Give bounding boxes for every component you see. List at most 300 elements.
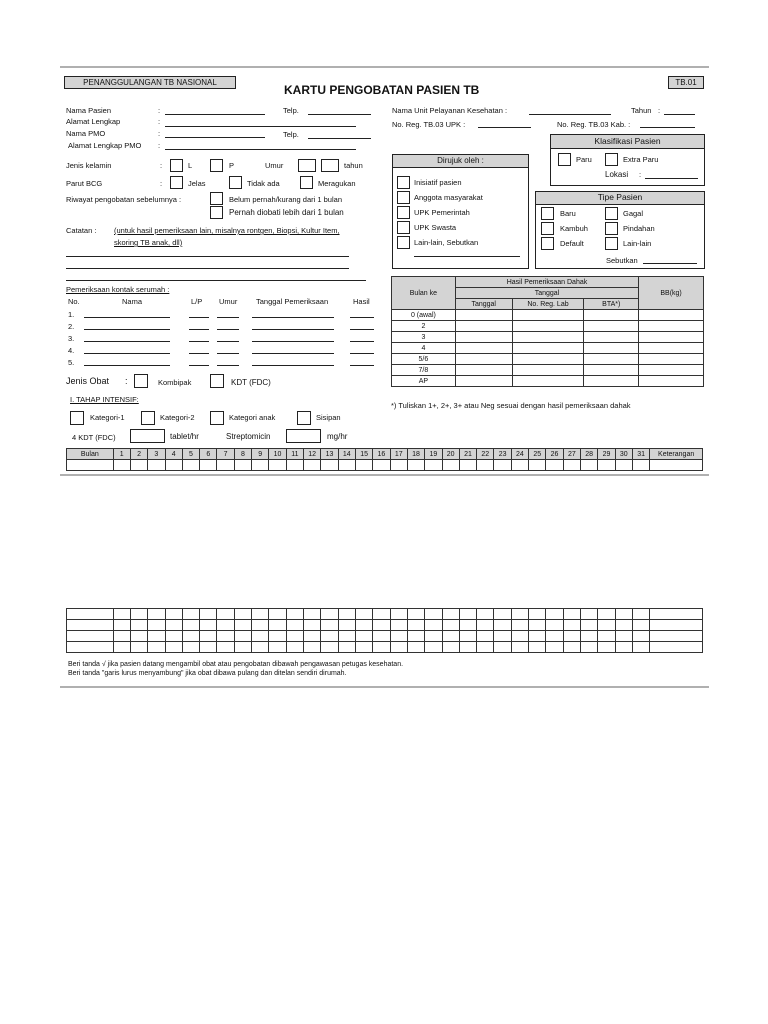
- day-cell[interactable]: [632, 609, 649, 620]
- day-cell[interactable]: [650, 460, 703, 471]
- day-cell[interactable]: [200, 642, 217, 653]
- sputum-cell[interactable]: [455, 354, 512, 365]
- day-cell[interactable]: [425, 631, 442, 642]
- day-cell[interactable]: [234, 642, 251, 653]
- day-cell[interactable]: [598, 609, 615, 620]
- day-cell[interactable]: [407, 642, 424, 653]
- day-header: 5: [182, 449, 199, 460]
- day-cell[interactable]: [338, 609, 355, 620]
- sputum-cell[interactable]: [512, 321, 584, 332]
- kontak-entry-line[interactable]: [217, 329, 239, 330]
- bottom-note-1: Beri tanda √ jika pasien datang mengambil obat atau pengobatan dibawah pengawasan petugas kesehatan.: [68, 661, 404, 668]
- day-cell[interactable]: [182, 631, 199, 642]
- day-cell[interactable]: [165, 460, 182, 471]
- day-cell[interactable]: [252, 620, 269, 631]
- sputum-cell[interactable]: [584, 354, 639, 365]
- sputum-cell[interactable]: [512, 354, 584, 365]
- label-kambuh: Kambuh: [560, 224, 588, 233]
- day-cell[interactable]: [650, 620, 703, 631]
- day-cell[interactable]: [113, 460, 130, 471]
- day-cell[interactable]: [304, 620, 321, 631]
- label-kombipak: Kombipak: [158, 378, 192, 387]
- day-cell[interactable]: [563, 609, 580, 620]
- day-cell[interactable]: [581, 642, 598, 653]
- sputum-cell[interactable]: [639, 310, 704, 321]
- day-cell[interactable]: [407, 609, 424, 620]
- checkbox-l[interactable]: [170, 159, 183, 172]
- kontak-entry-line[interactable]: [84, 341, 170, 342]
- day-cell[interactable]: [304, 460, 321, 471]
- day-cell[interactable]: [304, 631, 321, 642]
- day-cell[interactable]: [269, 460, 286, 471]
- sputum-cell[interactable]: [512, 343, 584, 354]
- sputum-cell[interactable]: [512, 376, 584, 387]
- day-cell[interactable]: [234, 609, 251, 620]
- day-cell[interactable]: [494, 642, 511, 653]
- day-cell[interactable]: [217, 642, 234, 653]
- checkbox-gagal[interactable]: [605, 207, 618, 220]
- day-cell[interactable]: [200, 460, 217, 471]
- day-cell[interactable]: [494, 460, 511, 471]
- checkbox-baru[interactable]: [541, 207, 554, 220]
- checkbox-kategori-anak[interactable]: [210, 411, 224, 425]
- checkbox-pindahan[interactable]: [605, 222, 618, 235]
- day-cell[interactable]: [130, 631, 147, 642]
- lokasi-field[interactable]: [645, 178, 698, 179]
- day-cell[interactable]: [546, 609, 563, 620]
- checkbox-upk-pemerintah[interactable]: [397, 206, 410, 219]
- day-row: [67, 620, 703, 631]
- sputum-cell[interactable]: [584, 321, 639, 332]
- day-cell[interactable]: [269, 631, 286, 642]
- sputum-cell[interactable]: [455, 321, 512, 332]
- day-cell[interactable]: [425, 642, 442, 653]
- day-cell[interactable]: [286, 631, 303, 642]
- day-cell[interactable]: [148, 460, 165, 471]
- day-cell[interactable]: [511, 620, 528, 631]
- day-cell[interactable]: [442, 620, 459, 631]
- day-cell[interactable]: [407, 460, 424, 471]
- day-cell[interactable]: [269, 620, 286, 631]
- day-cell[interactable]: [546, 631, 563, 642]
- sputum-cell[interactable]: [512, 310, 584, 321]
- day-cell[interactable]: [529, 460, 546, 471]
- kontak-entry-line[interactable]: [189, 329, 209, 330]
- day-cell[interactable]: [529, 631, 546, 642]
- day-cell[interactable]: [477, 631, 494, 642]
- kontak-row-number: 5.: [68, 358, 75, 367]
- sputum-cell[interactable]: [455, 332, 512, 343]
- day-cell[interactable]: [286, 609, 303, 620]
- sputum-cell[interactable]: [455, 310, 512, 321]
- day-cell[interactable]: [200, 631, 217, 642]
- day-cell[interactable]: [182, 620, 199, 631]
- catatan-note-2: skoring TB anak, dll): [114, 238, 183, 247]
- day-cell[interactable]: [200, 620, 217, 631]
- day-cell[interactable]: [598, 620, 615, 631]
- day-cell[interactable]: [113, 609, 130, 620]
- catatan-line-2[interactable]: [66, 268, 349, 269]
- checkbox-kambuh[interactable]: [541, 222, 554, 235]
- day-cell[interactable]: [581, 609, 598, 620]
- day-cell[interactable]: [494, 631, 511, 642]
- kontak-entry-line[interactable]: [84, 317, 170, 318]
- day-cell[interactable]: [373, 631, 390, 642]
- day-header: 15: [355, 449, 372, 460]
- day-cell[interactable]: [425, 460, 442, 471]
- day-cell[interactable]: [529, 642, 546, 653]
- colon: :: [158, 129, 161, 138]
- day-cell[interactable]: [286, 642, 303, 653]
- day-cell[interactable]: [304, 642, 321, 653]
- day-cell[interactable]: [130, 460, 147, 471]
- day-cell[interactable]: [338, 642, 355, 653]
- kontak-entry-line[interactable]: [252, 365, 334, 366]
- label-tablet: tablet/hr: [170, 432, 199, 441]
- kontak-entry-line[interactable]: [252, 353, 334, 354]
- day-cell[interactable]: [182, 609, 199, 620]
- day-cell[interactable]: [511, 609, 528, 620]
- alamat-pmo-field[interactable]: [165, 149, 356, 150]
- day-cell[interactable]: [67, 460, 114, 471]
- sputum-cell[interactable]: [455, 343, 512, 354]
- day-cell[interactable]: [425, 609, 442, 620]
- day-cell[interactable]: [304, 609, 321, 620]
- checkbox-upk-swasta[interactable]: [397, 221, 410, 234]
- day-cell[interactable]: [459, 460, 476, 471]
- telp-pmo-field[interactable]: [308, 138, 371, 139]
- day-cell[interactable]: [407, 620, 424, 631]
- day-cell[interactable]: [217, 631, 234, 642]
- streptomicin-input[interactable]: [286, 429, 321, 443]
- sputum-month: 7/8: [392, 365, 456, 376]
- day-cell[interactable]: [546, 642, 563, 653]
- checkbox-pernah[interactable]: [210, 206, 223, 219]
- day-cell[interactable]: [338, 631, 355, 642]
- colon: :: [658, 106, 661, 115]
- checkbox-default[interactable]: [541, 237, 554, 250]
- day-cell[interactable]: [182, 642, 199, 653]
- day-cell[interactable]: [650, 609, 703, 620]
- label-telp: Telp.: [283, 106, 299, 115]
- sputum-cell[interactable]: [584, 343, 639, 354]
- day-cell[interactable]: [373, 460, 390, 471]
- day-cell[interactable]: [632, 631, 649, 642]
- day-cell[interactable]: [511, 642, 528, 653]
- checkbox-anggota-masyarakat[interactable]: [397, 191, 410, 204]
- day-cell[interactable]: [373, 620, 390, 631]
- day-cell[interactable]: [130, 609, 147, 620]
- day-cell[interactable]: [148, 609, 165, 620]
- kontak-header-umur: Umur: [219, 297, 238, 306]
- day-cell[interactable]: [252, 642, 269, 653]
- day-cell[interactable]: [477, 620, 494, 631]
- checkbox-p[interactable]: [210, 159, 223, 172]
- label-umur: Umur: [265, 161, 284, 170]
- day-cell[interactable]: [442, 631, 459, 642]
- day-cell[interactable]: [390, 631, 407, 642]
- kontak-entry-line[interactable]: [84, 353, 170, 354]
- no-reg-upk-field[interactable]: [478, 127, 531, 128]
- day-cell[interactable]: [494, 609, 511, 620]
- day-cell[interactable]: [563, 460, 580, 471]
- day-cell[interactable]: [511, 460, 528, 471]
- sputum-cell[interactable]: [512, 332, 584, 343]
- day-cell[interactable]: [234, 631, 251, 642]
- kontak-entry-line[interactable]: [350, 329, 374, 330]
- nama-pasien-field[interactable]: [165, 114, 265, 115]
- day-cell[interactable]: [650, 631, 703, 642]
- day-cell[interactable]: [355, 609, 372, 620]
- checkbox-jelas[interactable]: [170, 176, 183, 189]
- day-cell[interactable]: [67, 620, 114, 631]
- sputum-cell[interactable]: [639, 332, 704, 343]
- day-cell[interactable]: [529, 620, 546, 631]
- lain-lain-field[interactable]: [414, 256, 520, 257]
- kontak-entry-line[interactable]: [217, 317, 239, 318]
- kontak-title: Pemeriksaan kontak serumah :: [66, 285, 170, 294]
- telp-field[interactable]: [308, 114, 371, 115]
- day-cell[interactable]: [477, 609, 494, 620]
- day-cell[interactable]: [165, 642, 182, 653]
- day-cell[interactable]: [252, 631, 269, 642]
- day-cell[interactable]: [373, 609, 390, 620]
- checkbox-lain-lain[interactable]: [397, 236, 410, 249]
- day-header: 22: [477, 449, 494, 460]
- day-cell[interactable]: [355, 631, 372, 642]
- day-cell[interactable]: [130, 642, 147, 653]
- day-cell[interactable]: [390, 620, 407, 631]
- kontak-entry-line[interactable]: [217, 353, 239, 354]
- kontak-entry-line[interactable]: [350, 341, 374, 342]
- day-cell[interactable]: [529, 609, 546, 620]
- day-cell[interactable]: [598, 642, 615, 653]
- kontak-entry-line[interactable]: [217, 341, 239, 342]
- day-header: 18: [407, 449, 424, 460]
- checkbox-kombipak[interactable]: [134, 374, 148, 388]
- checkbox-tidak-ada[interactable]: [229, 176, 242, 189]
- kontak-entry-line[interactable]: [84, 365, 170, 366]
- catatan-line-1[interactable]: [66, 256, 349, 257]
- sputum-cell[interactable]: [455, 365, 512, 376]
- day-cell[interactable]: [442, 642, 459, 653]
- day-cell[interactable]: [477, 460, 494, 471]
- day-cell[interactable]: [165, 631, 182, 642]
- day-cell[interactable]: [355, 460, 372, 471]
- day-header: 25: [529, 449, 546, 460]
- sputum-cell[interactable]: [639, 365, 704, 376]
- day-cell[interactable]: [442, 460, 459, 471]
- day-header: 21: [459, 449, 476, 460]
- day-cell[interactable]: [442, 609, 459, 620]
- sputum-cell[interactable]: [584, 365, 639, 376]
- checkbox-meragukan[interactable]: [300, 176, 313, 189]
- kontak-entry-line[interactable]: [350, 317, 374, 318]
- sputum-cell[interactable]: [639, 376, 704, 387]
- sputum-cell[interactable]: [639, 321, 704, 332]
- day-cell[interactable]: [390, 642, 407, 653]
- umur-box-2[interactable]: [321, 159, 339, 172]
- day-cell[interactable]: [615, 609, 632, 620]
- day-cell[interactable]: [148, 620, 165, 631]
- day-cell[interactable]: [338, 620, 355, 631]
- kontak-entry-line[interactable]: [252, 329, 334, 330]
- col-bta-header: BTA*): [584, 299, 639, 310]
- day-cell[interactable]: [252, 460, 269, 471]
- sputum-cell[interactable]: [584, 376, 639, 387]
- day-cell[interactable]: [234, 460, 251, 471]
- checkbox-inisiatif-pasien[interactable]: [397, 176, 410, 189]
- day-cell[interactable]: [269, 642, 286, 653]
- day-cell[interactable]: [130, 620, 147, 631]
- kontak-entry-line[interactable]: [84, 329, 170, 330]
- day-cell[interactable]: [217, 460, 234, 471]
- day-cell[interactable]: [598, 460, 615, 471]
- day-cell[interactable]: [148, 642, 165, 653]
- day-cell[interactable]: [217, 609, 234, 620]
- sputum-cell[interactable]: [584, 310, 639, 321]
- day-cell[interactable]: [615, 460, 632, 471]
- checkbox-kategori-1[interactable]: [70, 411, 84, 425]
- kontak-header-tanggal: Tanggal Pemeriksaan: [256, 297, 329, 306]
- day-cell[interactable]: [200, 609, 217, 620]
- day-cell[interactable]: [632, 620, 649, 631]
- day-cell[interactable]: [148, 631, 165, 642]
- alamat-field[interactable]: [165, 126, 356, 127]
- day-cell[interactable]: [321, 620, 338, 631]
- checkbox-sisipan[interactable]: [297, 411, 311, 425]
- checkbox-kategori-2[interactable]: [141, 411, 155, 425]
- nama-upk-field[interactable]: [529, 114, 611, 115]
- day-cell[interactable]: [373, 642, 390, 653]
- sputum-cell[interactable]: [639, 343, 704, 354]
- checkbox-paru[interactable]: [558, 153, 571, 166]
- tahun-field[interactable]: [664, 114, 695, 115]
- day-cell[interactable]: [67, 631, 114, 642]
- day-cell[interactable]: [615, 631, 632, 642]
- kontak-entry-line[interactable]: [189, 353, 209, 354]
- umur-box-1[interactable]: [298, 159, 316, 172]
- no-reg-kab-field[interactable]: [640, 127, 695, 128]
- day-cell[interactable]: [182, 460, 199, 471]
- nama-pmo-field[interactable]: [165, 137, 265, 138]
- day-cell[interactable]: [563, 642, 580, 653]
- sputum-row: [392, 365, 704, 376]
- day-cell[interactable]: [511, 631, 528, 642]
- kontak-entry-line[interactable]: [217, 365, 239, 366]
- kontak-entry-line[interactable]: [350, 353, 374, 354]
- sputum-cell[interactable]: [512, 365, 584, 376]
- day-cell[interactable]: [459, 642, 476, 653]
- day-cell[interactable]: [581, 460, 598, 471]
- day-cell[interactable]: [321, 642, 338, 653]
- day-cell[interactable]: [390, 609, 407, 620]
- day-cell[interactable]: [546, 460, 563, 471]
- sputum-cell[interactable]: [455, 376, 512, 387]
- sputum-table: [391, 276, 704, 387]
- day-cell[interactable]: [113, 631, 130, 642]
- day-header: 23: [494, 449, 511, 460]
- day-cell[interactable]: [217, 620, 234, 631]
- day-cell[interactable]: [338, 460, 355, 471]
- day-cell[interactable]: [234, 620, 251, 631]
- day-cell[interactable]: [67, 609, 114, 620]
- day-cell[interactable]: [477, 642, 494, 653]
- sebutkan-field[interactable]: [643, 263, 697, 264]
- colon: :: [158, 141, 161, 150]
- day-cell[interactable]: [581, 620, 598, 631]
- sputum-cell[interactable]: [639, 354, 704, 365]
- day-cell[interactable]: [598, 631, 615, 642]
- day-cell[interactable]: [425, 620, 442, 631]
- bottom-rule: [60, 686, 709, 688]
- day-cell[interactable]: [563, 631, 580, 642]
- day-cell[interactable]: [67, 642, 114, 653]
- day-cell[interactable]: [286, 620, 303, 631]
- checkbox-tipe-lain-lain[interactable]: [605, 237, 618, 250]
- label-l: L: [188, 161, 193, 170]
- kontak-entry-line[interactable]: [252, 317, 334, 318]
- checkbox-kdt[interactable]: [210, 374, 224, 388]
- day-cell[interactable]: [632, 460, 649, 471]
- day-cell[interactable]: [113, 642, 130, 653]
- checkbox-extra-paru[interactable]: [605, 153, 618, 166]
- day-header: 8: [234, 449, 251, 460]
- day-cell[interactable]: [581, 631, 598, 642]
- col-noreg-header: No. Reg. Lab: [512, 299, 584, 310]
- day-cell[interactable]: [355, 642, 372, 653]
- day-cell[interactable]: [355, 620, 372, 631]
- bulan-ke-header: Bulan ke: [392, 277, 456, 310]
- tablet-input[interactable]: [130, 429, 165, 443]
- colon: :: [160, 161, 163, 170]
- kontak-entry-line[interactable]: [189, 365, 209, 366]
- day-cell[interactable]: [494, 620, 511, 631]
- day-cell[interactable]: [165, 609, 182, 620]
- sputum-row: [392, 321, 704, 332]
- day-cell[interactable]: [321, 609, 338, 620]
- sputum-month: AP: [392, 376, 456, 387]
- day-cell[interactable]: [321, 631, 338, 642]
- kontak-entry-line[interactable]: [189, 341, 209, 342]
- daily-table-bottom: [66, 608, 703, 653]
- day-cell[interactable]: [546, 620, 563, 631]
- day-cell[interactable]: [321, 460, 338, 471]
- day-cell[interactable]: [252, 609, 269, 620]
- day-cell[interactable]: [459, 631, 476, 642]
- checkbox-belum-pernah[interactable]: [210, 192, 223, 205]
- day-cell[interactable]: [615, 620, 632, 631]
- kontak-entry-line[interactable]: [189, 317, 209, 318]
- day-cell[interactable]: [113, 620, 130, 631]
- kontak-entry-line[interactable]: [350, 365, 374, 366]
- day-cell[interactable]: [269, 609, 286, 620]
- day-cell[interactable]: [615, 642, 632, 653]
- day-cell[interactable]: [390, 460, 407, 471]
- day-cell[interactable]: [165, 620, 182, 631]
- day-header: 27: [563, 449, 580, 460]
- day-cell[interactable]: [286, 460, 303, 471]
- day-cell[interactable]: [650, 642, 703, 653]
- day-cell[interactable]: [632, 642, 649, 653]
- sputum-cell[interactable]: [584, 332, 639, 343]
- day-cell[interactable]: [459, 620, 476, 631]
- day-cell[interactable]: [407, 631, 424, 642]
- day-cell[interactable]: [459, 609, 476, 620]
- day-cell[interactable]: [563, 620, 580, 631]
- kontak-entry-line[interactable]: [252, 341, 334, 342]
- catatan-line-3[interactable]: [66, 280, 366, 281]
